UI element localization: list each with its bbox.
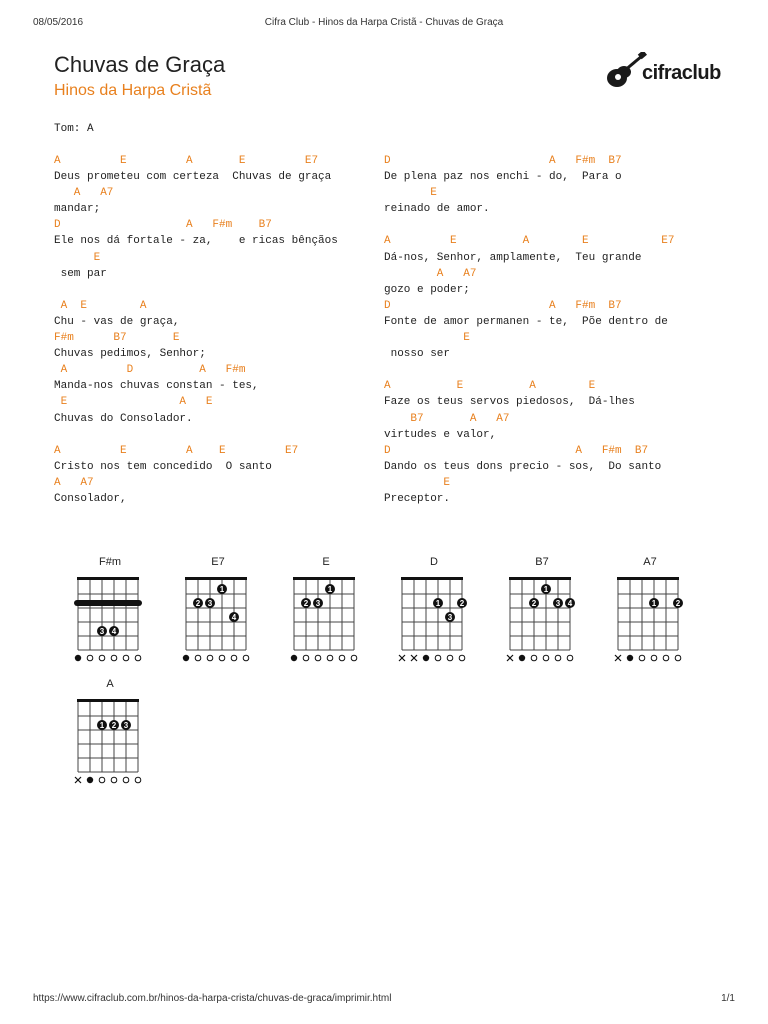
lyric-line: sem par (54, 267, 107, 280)
open-string-icon (219, 655, 225, 661)
lyric-line: Cristo nos tem concedido O santo (54, 460, 272, 473)
root-string-icon (291, 655, 297, 661)
finger-dot (673, 598, 683, 608)
lyric-line: Consolador, (54, 492, 127, 505)
chord-name: E (322, 556, 330, 568)
finger-dot (229, 612, 239, 622)
root-string-icon (75, 655, 81, 661)
open-string-icon (231, 655, 237, 661)
lyric-line: Chuvas pedimos, Senhor; (54, 348, 206, 361)
finger-dot (217, 584, 227, 594)
chord-line: E A E (54, 396, 213, 409)
lyrics-column-left (54, 153, 338, 507)
svg-text:4: 4 (111, 627, 117, 636)
svg-text:3: 3 (99, 627, 105, 636)
chord-diagram (610, 556, 690, 666)
barre (74, 600, 142, 606)
lyric-line: Dá-nos, Senhor, amplamente, Teu grande (384, 251, 642, 264)
stanza-break (384, 362, 674, 378)
chord-diagram (394, 556, 474, 666)
svg-text:2: 2 (195, 599, 201, 608)
fretboard (70, 570, 150, 666)
open-string-icon (207, 655, 213, 661)
fretboard (394, 570, 474, 666)
chord-line: E (54, 251, 101, 264)
chord-line: A E A E (384, 380, 596, 393)
open-string-icon (543, 655, 549, 661)
chord-name: D (430, 556, 438, 568)
svg-text:3: 3 (555, 599, 561, 608)
finger-dot (445, 612, 455, 622)
finger-dot (553, 598, 563, 608)
chord-name: F#m (99, 556, 121, 568)
stanza-break (384, 217, 674, 233)
open-string-icon (87, 655, 93, 661)
open-string-icon (435, 655, 441, 661)
root-string-icon (519, 655, 525, 661)
chord-line: B7 A A7 (384, 412, 510, 425)
lyric-line: Faze os teus servos piedosos, Dá-lhes (384, 396, 635, 409)
finger-dot (565, 598, 575, 608)
open-string-icon (447, 655, 453, 661)
fretboard (502, 570, 582, 666)
muted-string-icon (411, 655, 417, 661)
chord-line: A A7 (384, 267, 477, 280)
chord-name: E7 (211, 556, 225, 568)
chord-line: A A7 (54, 187, 114, 200)
finger-dot (301, 598, 311, 608)
chord-line: D A F#m B7 (54, 219, 272, 232)
chord-name: A (106, 678, 114, 690)
lyric-line: gozo e poder; (384, 283, 470, 296)
chord-name: A7 (643, 556, 657, 568)
svg-text:3: 3 (315, 599, 321, 608)
open-string-icon (195, 655, 201, 661)
page-number: 1/1 (721, 993, 735, 1004)
finger-dot (541, 584, 551, 594)
lyric-line: Chu - vas de graça, (54, 315, 180, 328)
lyric-line: Fonte de amor permanen - te, Põe dentro de (384, 315, 668, 328)
open-string-icon (99, 777, 105, 783)
finger-dot (205, 598, 215, 608)
open-string-icon (123, 655, 129, 661)
lyric-line: virtudes e valor, (384, 428, 497, 441)
chord-diagram (70, 678, 150, 788)
chord-line: A E A E E7 (384, 235, 675, 248)
lyrics-column-right (384, 153, 674, 507)
muted-string-icon (399, 655, 405, 661)
fretboard (70, 692, 150, 788)
svg-text:2: 2 (531, 599, 537, 608)
open-string-icon (99, 655, 105, 661)
chord-line: A E A E E7 (54, 155, 319, 167)
chord-line: A A7 (54, 476, 94, 489)
svg-text:1: 1 (219, 585, 225, 594)
stanza-break (54, 282, 338, 298)
song-key: Tom: A (54, 123, 94, 135)
open-string-icon (339, 655, 345, 661)
lyric-line: Preceptor. (384, 492, 451, 505)
svg-text:3: 3 (123, 721, 129, 730)
print-date: 08/05/2016 (33, 17, 84, 28)
lyric-line: Chuvas do Consolador. (54, 412, 193, 425)
svg-text:3: 3 (447, 613, 453, 622)
open-string-icon (351, 655, 357, 661)
lyric-line: nosso ser (384, 348, 451, 361)
svg-text:3: 3 (207, 599, 213, 608)
finger-dot (109, 626, 119, 636)
root-string-icon (423, 655, 429, 661)
finger-dot (325, 584, 335, 594)
finger-dot (649, 598, 659, 608)
logo-text: cifraclub (642, 62, 721, 84)
lyric-line: Dando os teus dons precio - sos, Do santo (384, 460, 662, 473)
svg-text:4: 4 (567, 599, 573, 608)
finger-dot (109, 720, 119, 730)
fretboard (610, 570, 690, 666)
chord-line: D A F#m B7 (384, 299, 622, 312)
open-string-icon (111, 655, 117, 661)
chord-line: E (384, 476, 451, 489)
open-string-icon (111, 777, 117, 783)
lyric-line: Deus prometeu com certeza Chuvas de graça (54, 171, 332, 184)
lyric-line: mandar; (54, 203, 101, 216)
svg-text:2: 2 (111, 721, 117, 730)
chord-diagram (502, 556, 582, 666)
svg-text:1: 1 (99, 721, 105, 730)
song-title: Chuvas de Graça (54, 52, 226, 77)
open-string-icon (555, 655, 561, 661)
chord-line: A E A (54, 299, 147, 312)
lyric-line: Ele nos dá fortale - za, e ricas bênçãos (54, 235, 338, 248)
svg-text:2: 2 (303, 599, 309, 608)
muted-string-icon (75, 777, 81, 783)
finger-dot (313, 598, 323, 608)
chord-diagram (70, 556, 150, 666)
svg-text:1: 1 (327, 585, 333, 594)
open-string-icon (567, 655, 573, 661)
finger-dot (97, 626, 107, 636)
muted-string-icon (615, 655, 621, 661)
chord-line: D A F#m B7 (384, 155, 622, 167)
finger-dot (97, 720, 107, 730)
print-header-title: Cifra Club - Hinos da Harpa Cristã - Chuvas de Graça (264, 17, 504, 28)
svg-text:4: 4 (231, 613, 237, 622)
lyric-line: De plena paz nos enchi - do, Para o (384, 171, 622, 184)
print-url: https://www.cifraclub.com.br/hinos-da-harpa-crista/chuvas-de-graca/imprimir.html (33, 993, 392, 1004)
root-string-icon (627, 655, 633, 661)
svg-text:2: 2 (675, 599, 681, 608)
open-string-icon (135, 777, 141, 783)
open-string-icon (315, 655, 321, 661)
open-string-icon (327, 655, 333, 661)
open-string-icon (303, 655, 309, 661)
stanza-break (54, 427, 338, 443)
chord-diagram (286, 556, 366, 666)
open-string-icon (639, 655, 645, 661)
muted-string-icon (507, 655, 513, 661)
finger-dot (433, 598, 443, 608)
chord-line: E (384, 187, 437, 200)
root-string-icon (183, 655, 189, 661)
chord-diagram (178, 556, 258, 666)
svg-text:1: 1 (651, 599, 657, 608)
svg-text:1: 1 (435, 599, 441, 608)
open-string-icon (135, 655, 141, 661)
finger-dot (529, 598, 539, 608)
lyric-line: reinado de amor. (384, 203, 490, 216)
chord-line: F#m B7 E (54, 332, 180, 345)
chord-line: D A F#m B7 (384, 444, 649, 457)
open-string-icon (651, 655, 657, 661)
root-string-icon (87, 777, 93, 783)
finger-dot (457, 598, 467, 608)
fretboard (178, 570, 258, 666)
svg-text:2: 2 (459, 599, 465, 608)
open-string-icon (675, 655, 681, 661)
chord-line: A E A E E7 (54, 444, 299, 457)
finger-dot (121, 720, 131, 730)
chord-line: E (384, 332, 470, 345)
finger-dot (193, 598, 203, 608)
open-string-icon (123, 777, 129, 783)
open-string-icon (459, 655, 465, 661)
lyric-line: Manda-nos chuvas constan - tes, (54, 380, 259, 393)
chord-line: A D A F#m (54, 364, 246, 377)
artist-link[interactable]: Hinos da Harpa Cristã (54, 82, 212, 99)
open-string-icon (243, 655, 249, 661)
open-string-icon (663, 655, 669, 661)
chord-name: B7 (535, 556, 549, 568)
open-string-icon (531, 655, 537, 661)
fretboard (286, 570, 366, 666)
cifraclub-logo[interactable] (604, 50, 734, 94)
svg-text:1: 1 (543, 585, 549, 594)
